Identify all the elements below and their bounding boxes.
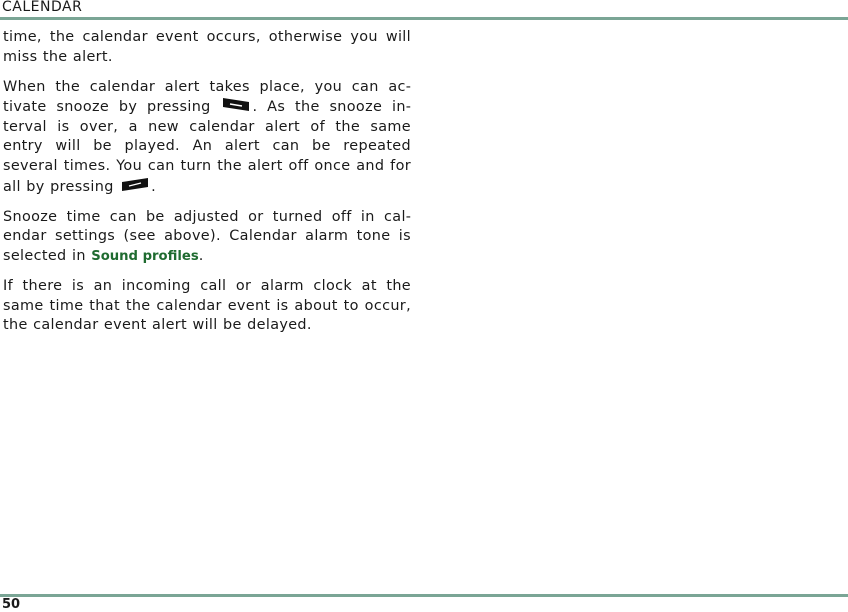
paragraph-2-text-b: . As the snooze interval is over, a new calendar alert of the same entry will be played. An alert can be repeated several times. You can turn the alert off once and for all by pressing (3, 99, 411, 195)
paragraph-2-text-a: When the calendar alert takes place, you can activate snooze by pressing (3, 78, 411, 116)
body-text (3, 28, 411, 346)
paragraph-3 (3, 208, 411, 267)
sound-profiles-link: Sound profiles (91, 248, 199, 264)
paragraph-4 (3, 277, 411, 336)
paragraph-4-text: If there is an incoming call or alarm clock at the same time that the calendar event is about to occur, the calendar event alert will be delayed. (3, 278, 411, 334)
header-rule (0, 17, 848, 20)
paragraph-3-text-a: Snooze time can be adjusted or turned off in calendar settings (see above). Calendar alarm tone is selected in (3, 208, 411, 264)
paragraph-2-text-c: . (151, 178, 157, 195)
paragraph-1 (3, 28, 411, 67)
paragraph-3-text-b: . (198, 247, 204, 264)
left-softkey-icon (120, 177, 150, 192)
section-title: CALENDAR (2, 0, 83, 15)
paragraph-1-text: time, the calendar event occurs, otherwise you will miss the alert. (3, 29, 411, 65)
paragraph-2 (3, 78, 411, 198)
page-number: 50 (2, 597, 21, 612)
right-softkey-icon (221, 97, 251, 112)
footer-rule (0, 594, 848, 597)
